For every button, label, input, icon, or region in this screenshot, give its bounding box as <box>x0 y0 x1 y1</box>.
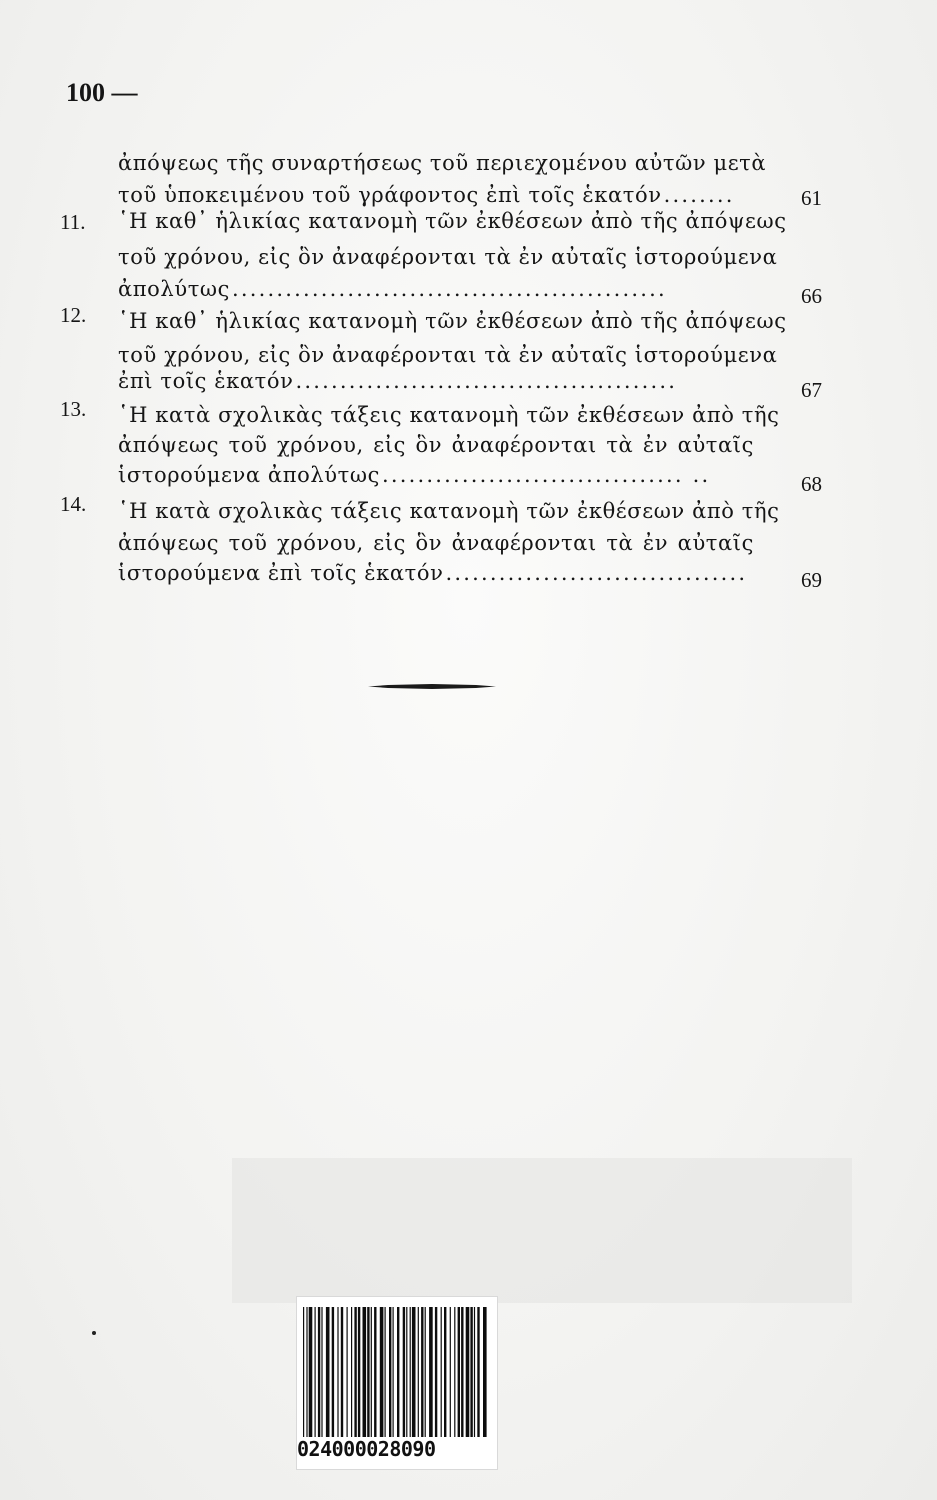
barcode-bar <box>470 1307 472 1437</box>
dot-leader: ................................................. <box>232 277 667 301</box>
toc-entry-last-line <box>118 274 754 304</box>
barcode-bar <box>461 1307 463 1437</box>
toc-entry-line: ἀπόψεως τοῦ χρόνου, εἰς ὃν ἀναφέρονται τὰ ἐν αὐταῖς <box>118 531 754 555</box>
barcode-bar <box>389 1307 391 1437</box>
barcode-label <box>296 1296 498 1470</box>
barcode-bar <box>385 1307 386 1437</box>
show-through-text <box>232 1158 852 1303</box>
toc-entry-line: ἱστορούμενα ἐπὶ τοῖς ἑκατόν <box>118 561 444 585</box>
toc-entry-line: ῾Η κατὰ σχολικὰς τάξεις κατανομὴ τῶν ἐκθέσεων ἀπὸ τῆς <box>118 499 780 523</box>
barcode-bar <box>397 1307 399 1437</box>
barcode-bar <box>358 1307 360 1437</box>
barcode-bar <box>351 1307 352 1437</box>
barcode-bar <box>309 1307 313 1437</box>
barcode-bar <box>347 1307 348 1437</box>
barcode-bar <box>332 1307 334 1437</box>
toc-entry-line: τοῦ ὑποκειμένου τοῦ γράφοντος ἐπὶ τοῖς ἑκατόν <box>118 183 662 207</box>
toc-entry-last-line <box>118 366 754 396</box>
barcode-bar <box>435 1307 437 1437</box>
barcode-bar <box>403 1307 405 1437</box>
toc-entry-line: τοῦ χρόνου, εἰς ὃν ἀναφέρονται τὰ ἐν αὐταῖς ἱστορούμενα <box>118 245 778 269</box>
page-number-header: 100 — <box>66 78 138 107</box>
toc-entry-line: τοῦ χρόνου, εἰς ὃν ἀναφέρονται τὰ ἐν αὐταῖς ἱστορούμενα <box>118 343 778 367</box>
barcode-bar <box>315 1307 316 1437</box>
barcode-bar <box>354 1307 356 1437</box>
barcode-bar <box>406 1307 407 1437</box>
toc-entry-number: 13. <box>60 397 87 421</box>
barcode-bar <box>429 1307 433 1437</box>
barcode-bar <box>412 1307 416 1437</box>
barcode-bar <box>337 1307 338 1437</box>
toc-entry-line: ἀπόψεως τῆς συναρτήσεως τοῦ περιεχομένου αὐτῶν μετὰ <box>118 151 767 175</box>
toc-page-number: 67 <box>801 378 822 402</box>
toc-page-number: 68 <box>801 472 822 496</box>
toc-entry-number: 12. <box>60 303 87 327</box>
barcode-bar <box>444 1307 446 1437</box>
barcode-bar <box>306 1307 307 1437</box>
barcode-bar <box>425 1307 426 1437</box>
barcode-bar <box>321 1307 322 1437</box>
toc-entry-line: ἐπὶ τοῖς ἑκατόν <box>118 369 294 393</box>
barcode-bar <box>341 1307 343 1437</box>
toc-entry-line: ἀπόψεως τοῦ χρόνου, εἰς ὃν ἀναφέρονται τὰ ἐν αὐταῖς <box>118 433 754 457</box>
toc-entry-last-line <box>118 460 754 490</box>
dot-leader: .................................. <box>445 561 748 585</box>
barcode-bar <box>326 1307 330 1437</box>
barcode-bar <box>441 1307 442 1437</box>
toc-entry-last-line <box>118 558 754 588</box>
toc-page-number: 66 <box>801 284 822 308</box>
barcode-bar <box>421 1307 423 1437</box>
barcode-bar <box>483 1307 487 1437</box>
toc-page-number: 69 <box>801 568 822 592</box>
barcode-bar <box>458 1307 460 1437</box>
toc-entry-line: ἀπολύτως <box>118 277 231 301</box>
barcode-bar <box>454 1307 455 1437</box>
dot-leader: ........................................... <box>295 369 678 393</box>
barcode-bar <box>474 1307 475 1437</box>
barcode-bar <box>371 1307 372 1437</box>
toc-entry-line: ἱστορούμενα ἀπολύτως <box>118 463 380 487</box>
barcode-bar <box>380 1307 384 1437</box>
barcode-bar <box>410 1307 411 1437</box>
toc-page-number: 61 <box>801 186 822 210</box>
stray-mark <box>92 1331 96 1335</box>
toc-entry-line: ῾Η καθ᾿ ἡλικίας κατανομὴ τῶν ἐκθέσεων ἀπὸ τῆς ἀπόψεως <box>118 309 787 333</box>
toc-entry-number: 11. <box>60 210 86 234</box>
barcode-bar <box>367 1307 369 1437</box>
barcode-bar <box>466 1307 470 1437</box>
barcode-bar <box>363 1307 367 1437</box>
barcode-bar <box>450 1307 451 1437</box>
barcode-bar <box>477 1307 479 1437</box>
barcode-bar <box>303 1307 304 1437</box>
toc-entry-line: ῾Η καθ᾿ ἡλικίας κατανομὴ τῶν ἐκθέσεων ἀπὸ τῆς ἀπόψεως <box>118 209 787 233</box>
barcode-bar <box>418 1307 419 1437</box>
barcode-bar <box>374 1307 376 1437</box>
barcode-number: 024000028090 <box>297 1437 436 1461</box>
toc-entry-number: 14. <box>60 492 87 516</box>
dot-leader: .................................. .. <box>381 463 711 487</box>
dot-leader: ........ <box>663 183 735 207</box>
section-divider <box>368 683 496 690</box>
barcode-bar <box>318 1307 320 1437</box>
barcode-bar <box>393 1307 394 1437</box>
barcode-bars <box>301 1307 491 1437</box>
toc-entry-line: ῾Η κατὰ σχολικὰς τάξεις κατανομὴ τῶν ἐκθέσεων ἀπὸ τῆς <box>118 403 780 427</box>
